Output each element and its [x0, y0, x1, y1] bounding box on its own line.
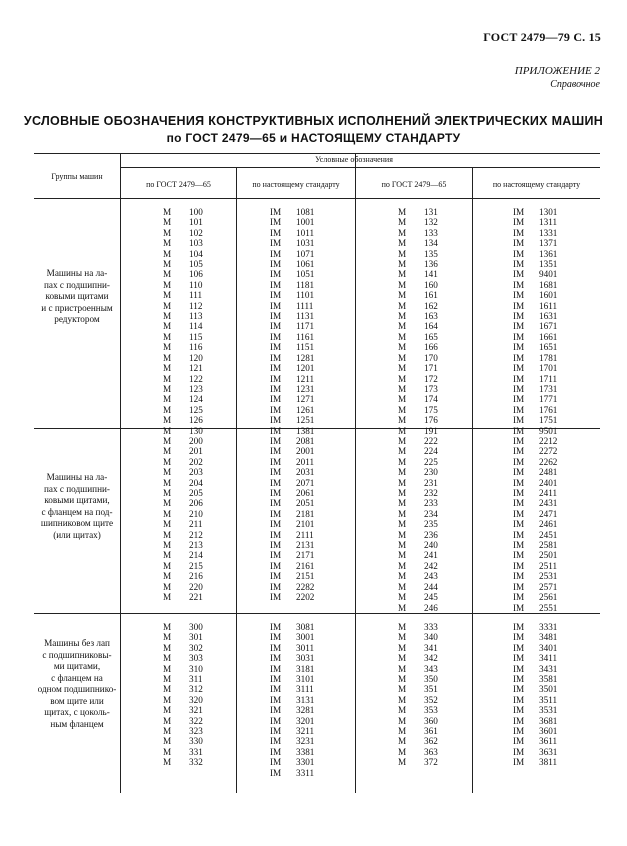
table-cell: M 163 — [398, 311, 438, 322]
table-cell: M 166 — [398, 342, 438, 353]
group-label-3 — [36, 638, 118, 730]
table-cell: M 201 — [163, 446, 203, 457]
group-3-column-3 — [398, 622, 438, 768]
table-cell: M 221 — [163, 592, 203, 603]
table-cell: IM 3001 — [270, 632, 315, 643]
table-cell: M 171 — [398, 363, 438, 374]
group-label-line: пах с подшипни- — [44, 483, 110, 494]
table-cell: IM 1671 — [513, 321, 558, 332]
table-cell: M 200 — [163, 436, 203, 446]
group-2-column-2 — [270, 436, 314, 603]
table-cell: IM 2101 — [270, 519, 315, 530]
table-cell: M 120 — [163, 352, 203, 363]
table-cell: M 330 — [163, 736, 203, 747]
table-cell: M 104 — [163, 248, 203, 259]
table-cell: M 125 — [163, 404, 203, 415]
table-cell: IM 1761 — [513, 404, 558, 415]
table-cell: M 332 — [163, 757, 203, 768]
table-cell: IM 1681 — [513, 279, 558, 290]
table-cell: M 203 — [163, 467, 203, 478]
col3-divider — [472, 167, 473, 793]
table-cell: IM 2501 — [513, 550, 558, 561]
group-label-line: с фланцем на — [51, 672, 103, 683]
table-cell: M 245 — [398, 592, 438, 603]
table-cell: M 115 — [163, 331, 203, 342]
table-cell: M 230 — [398, 467, 438, 478]
group-label-line: ковыми щитами, — [44, 495, 110, 505]
table-cell: IM 2131 — [270, 540, 315, 551]
table-cell: M 235 — [398, 519, 438, 530]
col1-divider — [236, 167, 237, 793]
header-bottom-rule — [34, 198, 600, 199]
table-cell: M 372 — [398, 757, 438, 768]
group-header: Группы машин — [51, 172, 103, 181]
table-cell: IM 3411 — [513, 653, 558, 664]
table-cell: IM 3201 — [270, 715, 315, 726]
group-2-bottom-rule — [34, 613, 600, 614]
table-cell: M 105 — [163, 259, 203, 270]
table-cell: IM 1361 — [513, 248, 558, 259]
group-label-line: редуктором — [54, 314, 100, 324]
table-cell: IM 1611 — [513, 300, 558, 311]
table-cell: IM 1051 — [270, 269, 315, 280]
table-cell: IM 3331 — [513, 622, 558, 632]
table-cell: IM 3481 — [513, 632, 558, 643]
table-cell: M 321 — [163, 705, 203, 716]
table-cell: M 212 — [163, 529, 203, 540]
table-cell: IM 2282 — [270, 581, 315, 592]
group-3-column-4 — [513, 622, 557, 768]
table-cell: IM 1201 — [270, 363, 315, 374]
table-cell: IM 9401 — [513, 269, 558, 280]
table-cell: M 232 — [398, 488, 438, 499]
table-cell: IM 2581 — [513, 540, 558, 551]
table-cell: M 162 — [398, 300, 438, 311]
table-cell: M 233 — [398, 498, 438, 509]
table-cell: M 132 — [398, 217, 438, 228]
group-2-column-3 — [398, 436, 438, 613]
table-cell: IM 2481 — [513, 467, 558, 478]
table-cell: M 176 — [398, 415, 438, 426]
table-cell: M 164 — [398, 321, 438, 332]
table-cell: IM 1731 — [513, 383, 558, 394]
table-cell: IM 1631 — [513, 311, 558, 322]
table-cell: M 134 — [398, 238, 438, 249]
table-cell: IM 1281 — [270, 352, 315, 363]
table-cell: M 170 — [398, 352, 438, 363]
table-cell: IM 3281 — [270, 705, 315, 716]
table-cell: IM 3811 — [513, 757, 558, 768]
table-cell: IM 3511 — [513, 694, 558, 705]
table-cell: M 216 — [163, 571, 203, 582]
table-cell: M 116 — [163, 342, 203, 353]
table-cell: M 123 — [163, 383, 203, 394]
table-cell: M 311 — [163, 674, 203, 685]
group-label-line: ным фланцем — [50, 718, 104, 729]
table-cell: IM 3501 — [513, 684, 558, 695]
table-cell: IM 1771 — [513, 394, 558, 405]
table-cell: M 101 — [163, 217, 203, 228]
table-cell: M 113 — [163, 311, 203, 322]
table-cell: IM 1151 — [270, 342, 315, 353]
table-cell: IM 2451 — [513, 529, 558, 540]
group-2-column-4 — [513, 436, 557, 613]
table-cell: M 133 — [398, 227, 438, 238]
table-cell: IM 2262 — [513, 456, 558, 467]
title-line-2: по ГОСТ 2479—65 и НАСТОЯЩЕМУ СТАНДАРТУ — [166, 131, 461, 145]
table-top-rule — [34, 153, 600, 154]
table-cell: IM 1751 — [513, 415, 558, 426]
table-cell: IM 1181 — [270, 279, 315, 290]
table-cell: IM 1111 — [270, 300, 314, 311]
table-cell: M 236 — [398, 529, 438, 540]
table-cell: M 225 — [398, 456, 438, 467]
table-cell: IM 1231 — [270, 383, 315, 394]
group-label-line: вом щите или — [50, 695, 104, 706]
group-label-line: одном подшипнико- — [37, 684, 117, 694]
table-cell: M 121 — [163, 363, 203, 374]
table-cell: M 206 — [163, 498, 203, 509]
table-cell: IM 2181 — [270, 508, 315, 519]
table-cell: IM 1781 — [513, 352, 558, 363]
table-cell: M 204 — [163, 477, 203, 488]
table-cell: M 322 — [163, 715, 203, 726]
table-cell: IM 3131 — [270, 694, 315, 705]
table-cell: M 350 — [398, 674, 438, 685]
table-cell: IM 3581 — [513, 674, 558, 685]
group-label-2 — [36, 472, 118, 541]
table-cell: IM 1101 — [270, 290, 315, 301]
table-cell: IM 3631 — [513, 746, 558, 757]
table-cell: IM 1601 — [513, 290, 558, 301]
group-label-line: ковыми щитами — [45, 291, 109, 301]
table-cell: IM 1701 — [513, 363, 558, 374]
table-cell: IM 1351 — [513, 259, 558, 270]
table-cell: M 191 — [398, 425, 438, 436]
table-cell: M 130 — [163, 425, 203, 436]
table-cell: M 131 — [398, 207, 438, 217]
table-cell: M 122 — [163, 373, 203, 384]
table-cell: IM 2111 — [270, 529, 314, 540]
table-cell: M 136 — [398, 259, 438, 270]
table-cell: M 215 — [163, 560, 203, 571]
table-cell: IM 2081 — [270, 436, 315, 446]
table-cell: M 102 — [163, 227, 203, 238]
table-cell: IM 3231 — [270, 736, 315, 747]
table-cell: M 361 — [398, 726, 438, 737]
table-cell: IM 2011 — [270, 456, 315, 467]
title-line-1: УСЛОВНЫЕ ОБОЗНАЧЕНИЯ КОНСТРУКТИВНЫХ ИСПОЛНЕНИЙ ЭЛЕКТРИЧЕСКИХ МАШИН — [23, 114, 604, 128]
table-cell: M 231 — [398, 477, 438, 488]
table-cell: M 222 — [398, 436, 438, 446]
table-cell: M 331 — [163, 746, 203, 757]
table-cell: M 124 — [163, 394, 203, 405]
span-header-left: Условные обозначения — [315, 155, 393, 164]
table-cell: M 351 — [398, 684, 438, 695]
table-cell: IM 2551 — [513, 602, 558, 613]
table-cell: M 175 — [398, 404, 438, 415]
group-1-column-3 — [398, 207, 438, 436]
group-label-line: Машины без лап — [44, 638, 110, 648]
table-cell: IM 3431 — [513, 663, 558, 674]
table-cell: IM 3611 — [513, 736, 558, 747]
table-cell: IM 3311 — [270, 767, 315, 778]
table-cell: IM 1011 — [270, 227, 315, 238]
table-cell: M 224 — [398, 446, 438, 457]
col-header-2: по настоящему стандарту — [252, 180, 340, 189]
table-cell: M 320 — [163, 694, 203, 705]
table-cell: M 202 — [163, 456, 203, 467]
table-cell: IM 1271 — [270, 394, 315, 405]
table-cell: IM 2031 — [270, 467, 315, 478]
table-cell: IM 2401 — [513, 477, 558, 488]
span-header-rule — [120, 167, 600, 168]
table-cell: IM 3081 — [270, 622, 315, 632]
table-cell: M 362 — [398, 736, 438, 747]
table-cell: IM 3031 — [270, 653, 315, 664]
table-cell: IM 3401 — [513, 642, 558, 653]
table-cell: IM 2161 — [270, 560, 315, 571]
table-cell: IM 3601 — [513, 726, 558, 737]
table-cell: M 205 — [163, 488, 203, 499]
table-cell: M 173 — [398, 383, 438, 394]
appendix-label: ПРИЛОЖЕНИЕ 2 — [514, 65, 600, 77]
group-3-column-1 — [163, 622, 203, 768]
group-label-1 — [36, 268, 118, 326]
table-cell: IM 2001 — [270, 446, 315, 457]
table-cell: IM 3181 — [270, 663, 315, 674]
table-cell: M 126 — [163, 415, 203, 426]
table-cell: IM 1171 — [270, 321, 315, 332]
table-cell: IM 2411 — [513, 488, 558, 499]
table-cell: IM 2272 — [513, 446, 558, 457]
table-cell: IM 1001 — [270, 217, 315, 228]
table-cell: IM 3681 — [513, 715, 558, 726]
table-cell: IM 2151 — [270, 571, 315, 582]
group-label-line: и с пристроенным — [41, 302, 113, 313]
group-label-line: с подшипниковы- — [42, 649, 112, 660]
table-cell: M 234 — [398, 508, 438, 519]
table-cell: M 340 — [398, 632, 438, 643]
table-cell: M 323 — [163, 726, 203, 737]
table-cell: M 312 — [163, 684, 203, 695]
group-label-line: с фланцем на под- — [41, 506, 113, 517]
table-cell: IM 2471 — [513, 508, 558, 519]
table-cell: M 302 — [163, 642, 203, 653]
group-label-line: шипниковом щите — [40, 518, 114, 528]
table-cell: M 353 — [398, 705, 438, 716]
table-cell: IM 2051 — [270, 498, 315, 509]
group-label-line: щитах, с цоколь- — [44, 707, 110, 717]
table-cell: IM 1211 — [270, 373, 315, 384]
table-cell: M 220 — [163, 581, 203, 592]
table-cell: IM 1651 — [513, 342, 558, 353]
table-cell: M 141 — [398, 269, 438, 280]
table-cell: M 210 — [163, 508, 203, 519]
table-cell: IM 2531 — [513, 571, 558, 582]
table-cell: IM 1261 — [270, 404, 315, 415]
table-cell: IM 2212 — [513, 436, 558, 446]
table-cell: M 103 — [163, 238, 203, 249]
table-cell: IM 2431 — [513, 498, 558, 509]
table-cell: M 242 — [398, 560, 438, 571]
table-cell: M 363 — [398, 746, 438, 757]
table-cell: IM 3111 — [270, 684, 314, 695]
table-cell: IM 1071 — [270, 248, 315, 259]
table-cell: M 343 — [398, 663, 438, 674]
page-header: ГОСТ 2479—79 С. 15 — [483, 30, 601, 44]
table-cell: M 111 — [163, 290, 203, 301]
appendix-note: Справочное — [550, 79, 600, 90]
table-cell: M 303 — [163, 653, 203, 664]
table-cell: IM 1331 — [513, 227, 558, 238]
table-cell: IM 3301 — [270, 757, 315, 768]
group-1-column-1 — [163, 207, 203, 436]
table-cell: IM 2561 — [513, 592, 558, 603]
table-cell: M 342 — [398, 653, 438, 664]
col-header-3: по ГОСТ 2479—65 — [381, 180, 447, 189]
table-cell: M 100 — [163, 207, 203, 217]
table-cell: M 213 — [163, 540, 203, 551]
table-cell: IM 1711 — [513, 373, 558, 384]
group-3-column-2 — [270, 622, 314, 778]
table-cell: IM 2202 — [270, 592, 315, 603]
group-label-line: Машины на ла- — [46, 472, 108, 482]
table-cell: IM 1031 — [270, 238, 315, 249]
table-cell: IM 3381 — [270, 746, 315, 757]
table-cell: M 243 — [398, 571, 438, 582]
table-cell: M 135 — [398, 248, 438, 259]
table-cell: IM 3101 — [270, 674, 315, 685]
table-cell: M 106 — [163, 269, 203, 280]
table-cell: M 244 — [398, 581, 438, 592]
table-cell: M 341 — [398, 642, 438, 653]
table-cell: IM 1371 — [513, 238, 558, 249]
group-1-column-2 — [270, 207, 314, 436]
table-cell: IM 1251 — [270, 415, 315, 426]
group-label-line: пах с подшипни- — [44, 279, 110, 290]
table-cell: M 211 — [163, 519, 203, 530]
table-cell: IM 1161 — [270, 331, 315, 342]
col-header-4: по настоящему стандарту — [492, 180, 581, 189]
group-label-line: ми щитами, — [53, 661, 101, 671]
table-cell: IM 3011 — [270, 642, 315, 653]
table-cell: M 240 — [398, 540, 438, 551]
group-column-divider — [120, 153, 121, 793]
table-cell: M 310 — [163, 663, 203, 674]
table-cell: M 333 — [398, 622, 438, 632]
table-cell: IM 1381 — [270, 425, 315, 436]
table-cell: IM 2571 — [513, 581, 558, 592]
table-cell: M 246 — [398, 602, 438, 613]
table-cell: M 110 — [163, 279, 203, 290]
table-cell: IM 2071 — [270, 477, 315, 488]
table-cell: IM 1301 — [513, 207, 558, 217]
table-cell: M 174 — [398, 394, 438, 405]
table-cell: M 161 — [398, 290, 438, 301]
col-header-1: по ГОСТ 2479—65 — [146, 180, 211, 189]
table-cell: IM 9501 — [513, 425, 558, 436]
table-cell: IM 1661 — [513, 331, 558, 342]
table-cell: IM 3531 — [513, 705, 558, 716]
table-cell: M 112 — [163, 300, 203, 311]
group-label-line: (или щитах) — [53, 529, 101, 540]
table-cell: IM 1131 — [270, 311, 315, 322]
table-cell: IM 2061 — [270, 488, 315, 499]
table-cell: IM 1311 — [513, 217, 558, 228]
table-cell: IM 2171 — [270, 550, 315, 561]
table-cell: M 241 — [398, 550, 438, 561]
document-title — [0, 113, 627, 147]
table-cell: M 214 — [163, 550, 203, 561]
table-cell: IM 3211 — [270, 726, 315, 737]
group-2-column-1 — [163, 436, 203, 603]
group-1-column-4 — [513, 207, 557, 436]
table-cell: IM 1081 — [270, 207, 315, 217]
col2-divider — [355, 153, 356, 793]
table-cell: IM 2511 — [513, 560, 558, 571]
table-cell: M 300 — [163, 622, 203, 632]
table-cell: IM 1061 — [270, 259, 315, 270]
table-cell: M 360 — [398, 715, 438, 726]
appendix-block — [515, 64, 600, 92]
group-label-line: Машины на ла- — [46, 268, 108, 278]
table-cell: M 114 — [163, 321, 203, 332]
table-cell: M 165 — [398, 331, 438, 342]
table-cell: M 301 — [163, 632, 203, 643]
table-cell: M 160 — [398, 279, 438, 290]
table-cell: M 352 — [398, 694, 438, 705]
table-cell: M 172 — [398, 373, 438, 384]
table-cell: IM 2461 — [513, 519, 558, 530]
